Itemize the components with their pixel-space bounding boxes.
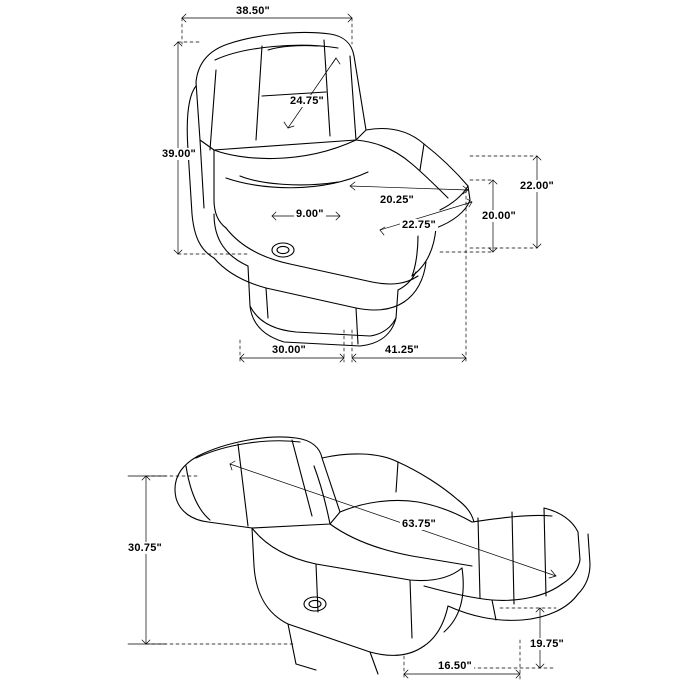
dim-back-height-diagonal: 24.75": [290, 95, 324, 107]
dim-reclined-length: 63.75": [402, 518, 436, 530]
dim-reclined-height: 30.75": [128, 542, 162, 554]
dim-arm-height: 9.00": [296, 208, 324, 220]
dim-overall-height: 39.00": [162, 148, 196, 160]
dim-width-overall-top: 38.50": [236, 5, 270, 17]
upright-recliner-illustration: [187, 32, 470, 346]
reclined-dimension-lines: [128, 461, 556, 680]
dim-base-width-front: 30.00": [272, 344, 306, 356]
dim-seat-width-inner: 22.75": [402, 219, 436, 231]
dim-base-depth: 41.25": [385, 344, 419, 356]
dim-footrest-depth: 16.50": [438, 660, 472, 672]
dim-arm-height-right: 22.00": [520, 180, 554, 192]
dim-footrest-height: 19.75": [530, 638, 564, 650]
upright-dimension-lines: [174, 14, 541, 362]
dim-seat-height: 20.00": [482, 210, 516, 222]
dim-seat-depth-diagonal: 20.25": [380, 194, 414, 206]
